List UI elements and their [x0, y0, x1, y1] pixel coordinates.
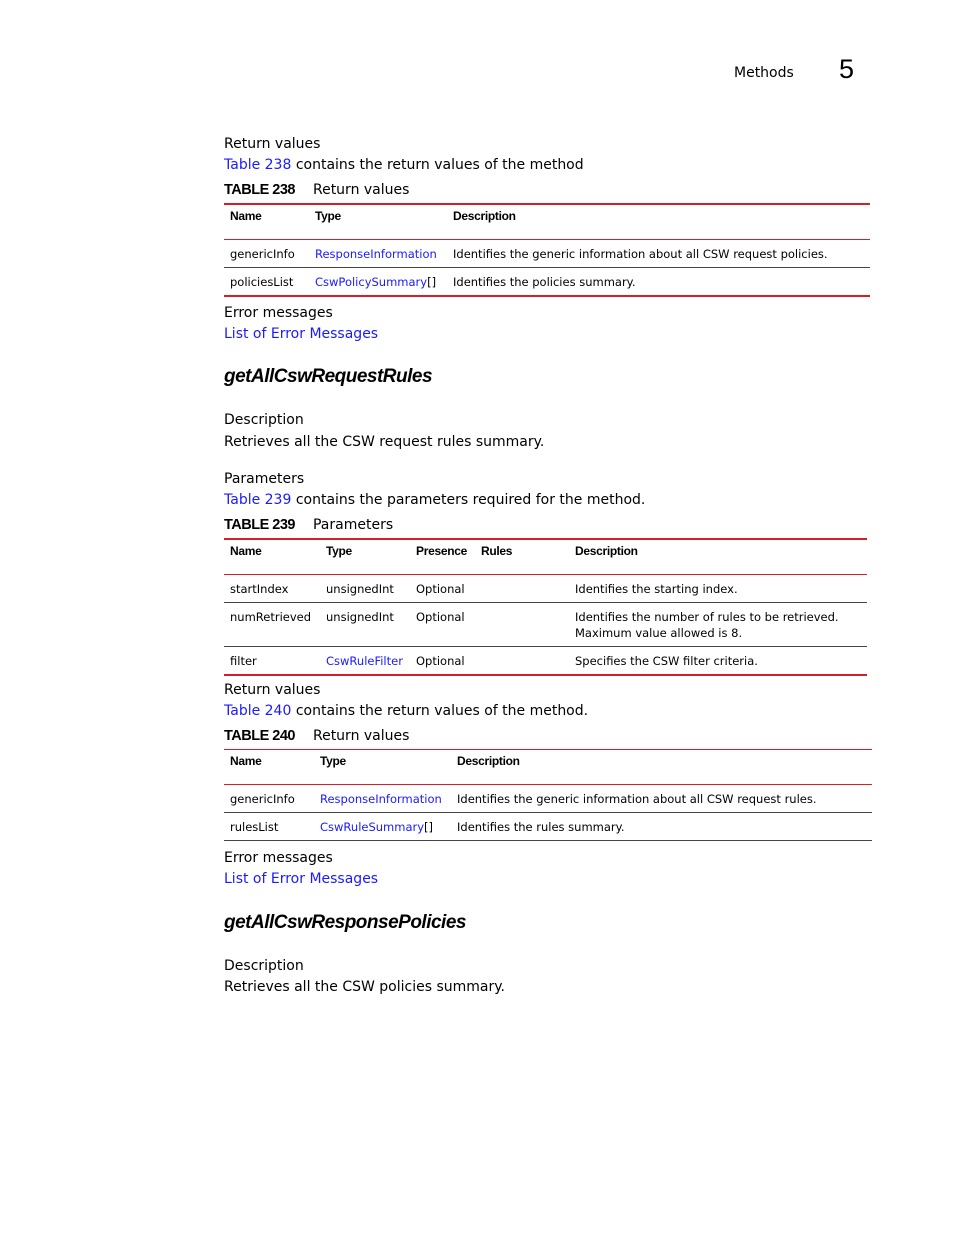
cell-rules	[475, 603, 569, 647]
col-description: Description	[569, 539, 867, 575]
type-link[interactable]: CswPolicySummary	[315, 275, 428, 289]
col-name: Name	[224, 539, 320, 575]
table-239	[224, 538, 867, 676]
cell-type	[309, 268, 447, 297]
cell-rules	[475, 575, 569, 603]
type-link[interactable]: ResponseInformation	[320, 792, 442, 806]
col-type: Type	[314, 750, 451, 785]
cell-type	[320, 647, 410, 676]
error-messages-heading: Error messages	[224, 850, 333, 866]
table-row	[224, 647, 867, 676]
return-values-heading: Return values	[224, 136, 321, 152]
parameters-intro	[224, 492, 645, 508]
col-type: Type	[309, 204, 447, 240]
cell-type	[309, 240, 447, 268]
error-messages-heading: Error messages	[224, 305, 333, 321]
col-type: Type	[320, 539, 410, 575]
cell-description: Identifies the generic information about all CSW request rules.	[451, 785, 872, 813]
return-values-heading: Return values	[224, 682, 321, 698]
table-title: Return values	[312, 182, 410, 198]
table-row	[224, 813, 872, 841]
cell-name: filter	[224, 647, 320, 676]
cell-name: rulesList	[224, 813, 314, 841]
type-suffix: []	[424, 820, 434, 834]
cell-name: policiesList	[224, 268, 309, 297]
table-number: TABLE 239	[224, 517, 295, 533]
cell-name: genericInfo	[224, 240, 309, 268]
intro-text: contains the parameters required for the method.	[291, 492, 646, 508]
type-link[interactable]: CswRuleSummary	[320, 820, 425, 834]
cell-presence: Optional	[410, 603, 475, 647]
description-heading: Description	[224, 958, 304, 974]
table-239-link[interactable]: Table 239	[224, 492, 292, 508]
col-name: Name	[224, 204, 309, 240]
description-line-2: Maximum value allowed is 8.	[575, 626, 743, 640]
error-messages-link[interactable]: List of Error Messages	[224, 326, 379, 342]
type-link[interactable]: CswRuleFilter	[326, 654, 403, 668]
table-row	[224, 575, 867, 603]
cell-description: Identifies the policies summary.	[447, 268, 870, 297]
table-row	[224, 785, 872, 813]
description-line-1: Identifies the number of rules to be retrieved.	[575, 610, 839, 624]
cell-type	[314, 813, 451, 841]
table-header-row	[224, 539, 867, 575]
cell-description: Identifies the generic information about all CSW request policies.	[447, 240, 870, 268]
table-240-link[interactable]: Table 240	[224, 703, 292, 719]
table-238-link[interactable]: Table 238	[224, 157, 292, 173]
description-text: Retrieves all the CSW policies summary.	[224, 979, 505, 995]
col-rules: Rules	[475, 539, 569, 575]
return-values-intro	[224, 703, 588, 719]
col-description: Description	[451, 750, 872, 785]
table-239-caption	[224, 517, 393, 533]
method-title: getAllCswResponsePolicies	[224, 912, 466, 933]
method-title: getAllCswRequestRules	[224, 366, 433, 387]
error-messages-link[interactable]: List of Error Messages	[224, 871, 379, 887]
return-values-intro	[224, 157, 584, 173]
cell-description: Identifies the starting index.	[569, 575, 867, 603]
cell-type: unsignedInt	[320, 603, 410, 647]
cell-type: unsignedInt	[320, 575, 410, 603]
table-title: Return values	[312, 728, 410, 744]
cell-name: genericInfo	[224, 785, 314, 813]
error-messages-link-line	[224, 871, 378, 887]
table-header-row	[224, 204, 870, 240]
parameters-heading: Parameters	[224, 471, 305, 487]
table-title: Parameters	[312, 517, 394, 533]
cell-rules	[475, 647, 569, 676]
type-link[interactable]: ResponseInformation	[315, 247, 437, 261]
table-header-row	[224, 750, 872, 785]
table-row	[224, 603, 867, 647]
chapter-number: 5	[839, 54, 855, 84]
cell-description: Identifies the rules summary.	[451, 813, 872, 841]
table-number: TABLE 240	[224, 728, 295, 744]
table-number: TABLE 238	[224, 182, 295, 198]
col-name: Name	[224, 750, 314, 785]
running-header-label: Methods	[734, 65, 794, 81]
error-messages-link-line	[224, 326, 378, 342]
cell-description	[569, 603, 867, 647]
col-description: Description	[447, 204, 870, 240]
cell-name: numRetrieved	[224, 603, 320, 647]
cell-presence: Optional	[410, 647, 475, 676]
cell-presence: Optional	[410, 575, 475, 603]
cell-description: Specifies the CSW filter criteria.	[569, 647, 867, 676]
table-238-caption	[224, 182, 409, 198]
col-presence: Presence	[410, 539, 475, 575]
intro-text: contains the return values of the method.	[291, 703, 589, 719]
table-240-caption	[224, 728, 409, 744]
cell-name: startIndex	[224, 575, 320, 603]
type-suffix: []	[427, 275, 437, 289]
table-row	[224, 268, 870, 297]
description-heading: Description	[224, 412, 304, 428]
table-238	[224, 203, 870, 297]
table-240	[224, 749, 872, 841]
intro-text: contains the return values of the method	[291, 157, 584, 173]
cell-type	[314, 785, 451, 813]
table-row	[224, 240, 870, 268]
description-text: Retrieves all the CSW request rules summary.	[224, 434, 545, 450]
